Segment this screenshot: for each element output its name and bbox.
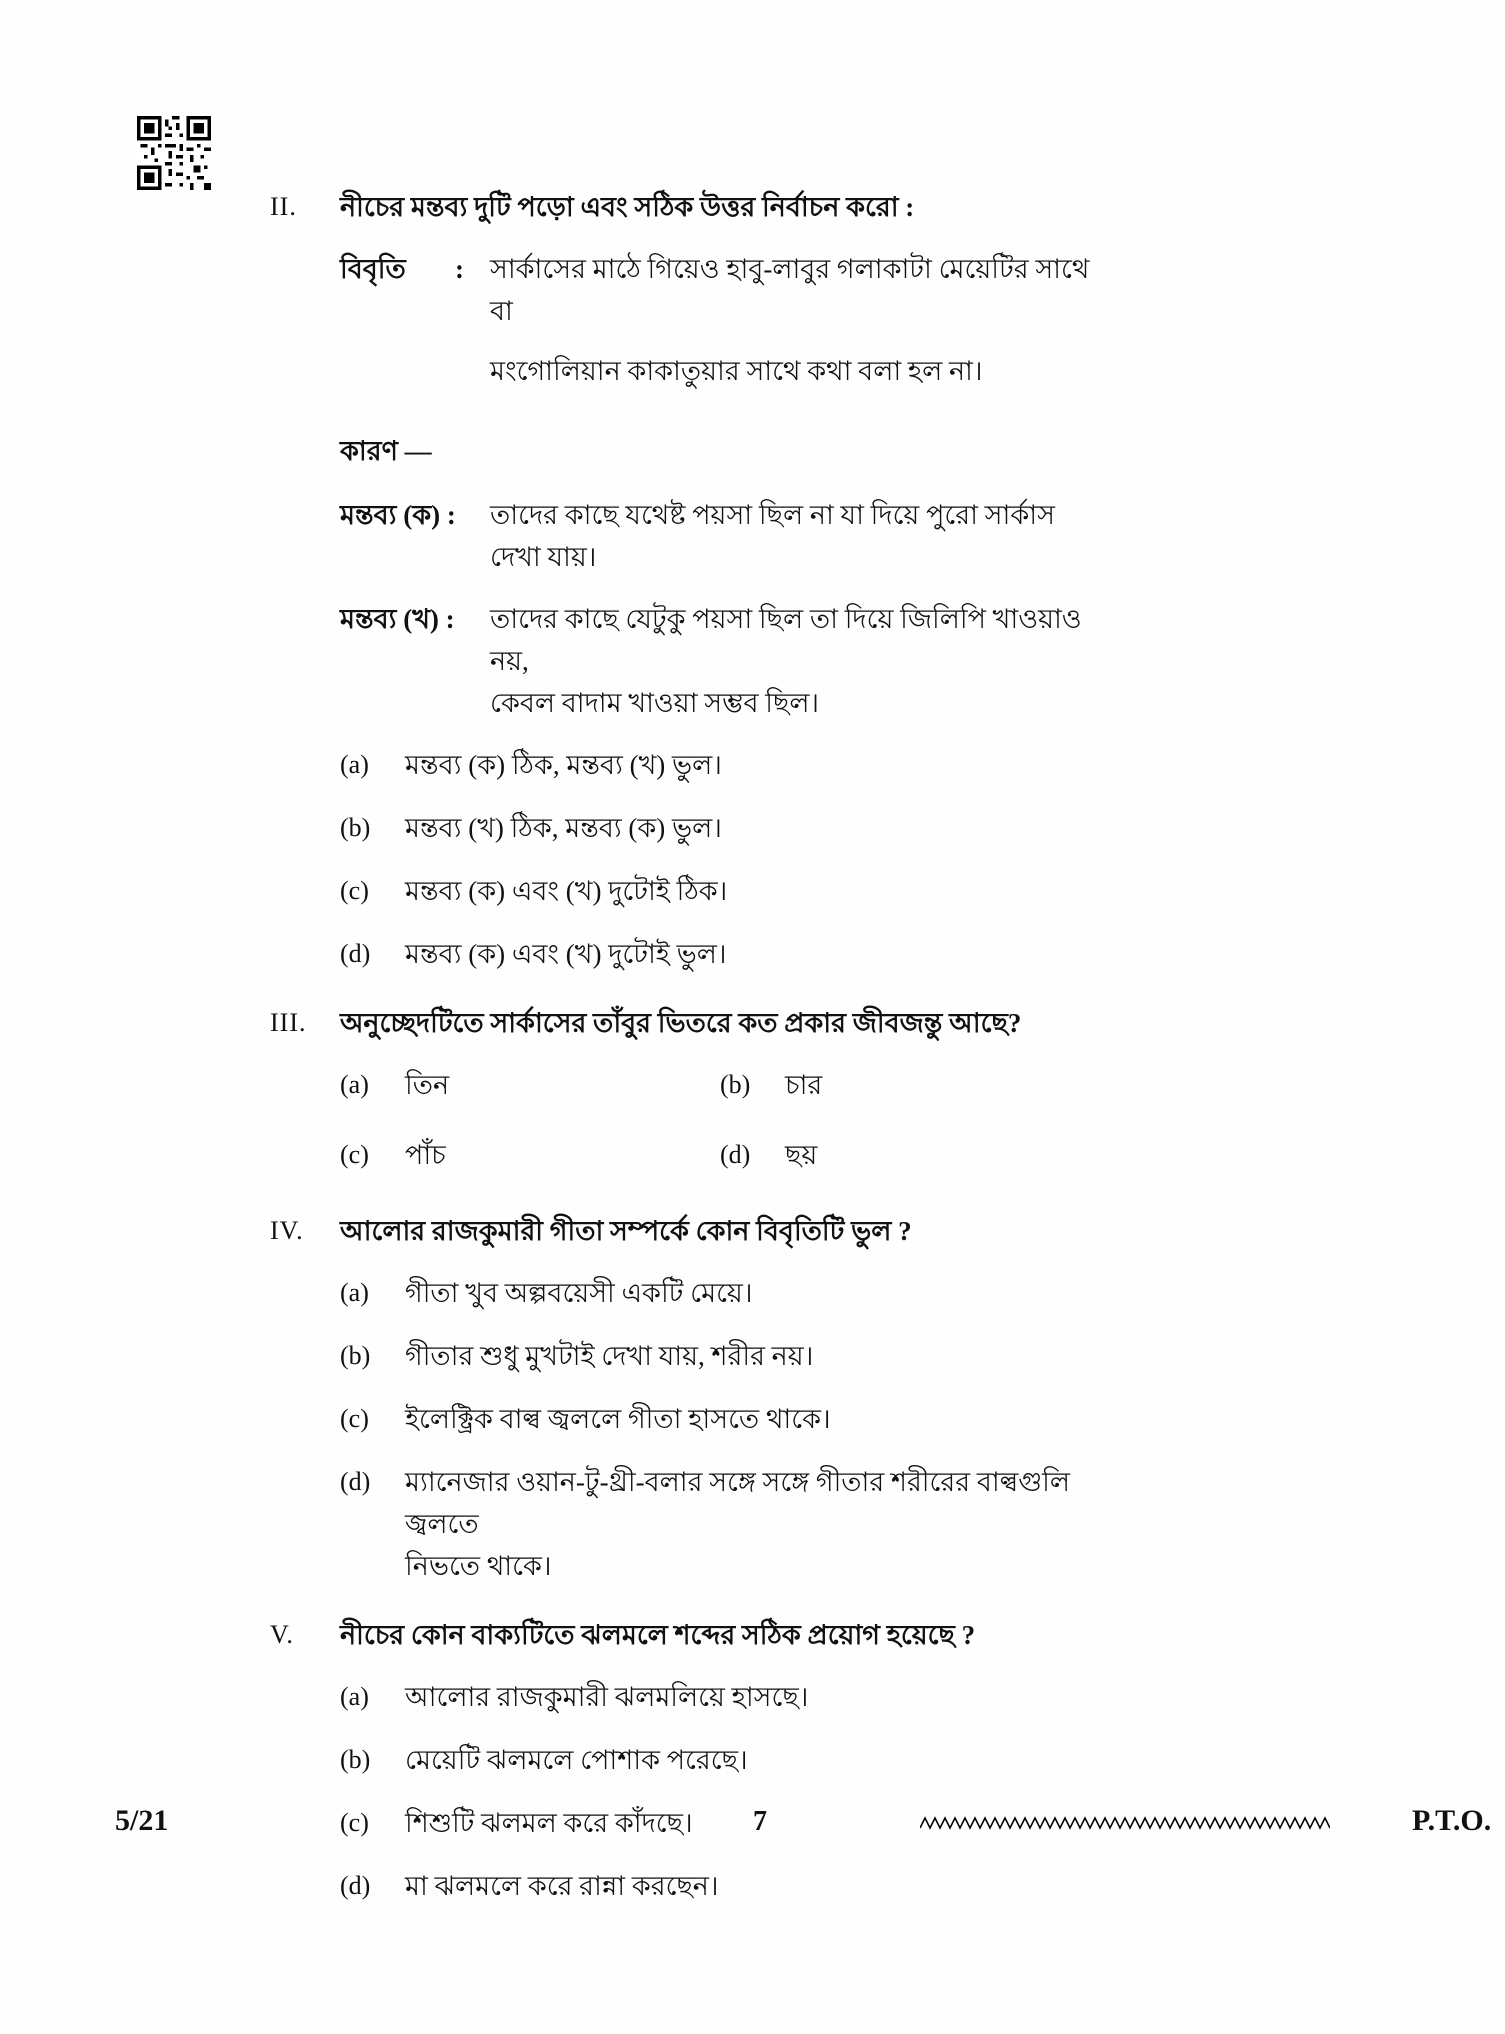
page-number: 7 — [753, 1806, 767, 1837]
comment-b-block — [340, 598, 1100, 682]
option-text: মা ঝলমলে করে রান্না করছেন। — [405, 1871, 719, 1901]
squiggle-line-graphic — [920, 1812, 1330, 1836]
option-cell — [340, 1064, 720, 1106]
option-row — [340, 744, 1100, 786]
option-text: শিশুটি ঝলমল করে কাঁদছে। — [405, 1808, 693, 1838]
option-text: মেয়েটি ঝলমলে পোশাক পরেছে। — [405, 1745, 748, 1775]
paper-code: 5/21 — [115, 1804, 169, 1837]
comment-b-line-1: তাদের কাছে যেটুকু পয়সা ছিল তা দিয়ে জিলিপি খাওয়াও নয়, — [490, 604, 1082, 676]
question-2-prompt: নীচের মন্তব্য দুটি পড়ো এবং সঠিক উত্তর নির্বাচন করো : — [340, 192, 915, 222]
option-key: (c) — [340, 1404, 369, 1433]
question-4-prompt: আলোর রাজকুমারী গীতা সম্পর্কে কোন বিবৃতিটি ভুল ? — [340, 1216, 912, 1246]
option-row — [340, 1865, 1100, 1907]
question-4-number: IV. — [270, 1216, 304, 1245]
option-text: গীতা খুব অল্পবয়েসী একটি মেয়ে। — [405, 1278, 753, 1308]
option-text: ইলেক্ট্রিক বাল্ব জ্বললে গীতা হাসতে থাকে। — [405, 1404, 831, 1434]
option-key: (d) — [720, 1140, 751, 1169]
option-row — [340, 870, 1100, 912]
option-key: (a) — [340, 750, 369, 779]
option-key: (b) — [720, 1070, 751, 1099]
option-key: (b) — [340, 1745, 371, 1774]
comment-a-text: তাদের কাছে যথেষ্ট পয়সা ছিল না যা দিয়ে পুরো সার্কাস দেখা যায়। — [490, 500, 1055, 572]
statement-line-2: মংগোলিয়ান কাকাতুয়ার সাথে কথা বলা হল না। — [490, 356, 983, 386]
option-text: ছয় — [785, 1140, 818, 1170]
statement-label: বিবৃতি — [340, 254, 406, 284]
option-key: (c) — [340, 876, 369, 905]
option-row — [340, 1398, 1100, 1440]
question-area — [270, 186, 1100, 1928]
option-text: মন্তব্য (খ) ঠিক, মন্তব্য (ক) ভুল। — [405, 813, 722, 843]
option-key: (a) — [340, 1070, 369, 1099]
option-key: (c) — [340, 1140, 369, 1169]
option-text: পাঁচ — [405, 1140, 446, 1170]
option-text: আলোর রাজকুমারী ঝলমলিয়ে হাসছে। — [405, 1682, 809, 1712]
option-key: (a) — [340, 1682, 369, 1711]
pto-label: P.T.O. — [1412, 1804, 1492, 1837]
question-3 — [270, 1002, 1100, 1176]
option-text-line-1: ম্যানেজার ওয়ান-টু-থ্রী-বলার সঙ্গে সঙ্গে গীতার শরীরের বাল্বগুলি জ্বলতে — [405, 1467, 1071, 1539]
option-text: গীতার শুধু মুখটাই দেখা যায়, শরীর নয়। — [405, 1341, 814, 1371]
option-text: মন্তব্য (ক) এবং (খ) দুটোই ঠিক। — [405, 876, 728, 906]
comment-a-block — [340, 494, 1100, 578]
comment-b-label: মন্তব্য (খ) : — [340, 604, 455, 634]
option-grid-row — [340, 1134, 1100, 1176]
question-4 — [270, 1210, 1100, 1587]
option-key: (c) — [340, 1808, 369, 1837]
reason-label: কারণ — — [340, 436, 432, 466]
option-cell — [720, 1064, 1100, 1106]
squiggle-divider — [920, 1812, 1330, 1841]
option-row — [340, 807, 1100, 849]
option-text: মন্তব্য (ক) এবং (খ) দুটোই ভুল। — [405, 939, 727, 969]
option-text: মন্তব্য (ক) ঠিক, মন্তব্য (খ) ভুল। — [405, 750, 722, 780]
option-row — [340, 1335, 1100, 1377]
option-key: (d) — [340, 1467, 371, 1496]
option-row — [340, 1676, 1100, 1718]
option-row — [340, 1739, 1100, 1781]
question-2 — [270, 186, 1100, 975]
option-row — [340, 933, 1100, 975]
question-2-number: II. — [270, 192, 297, 221]
question-3-prompt: অনুচ্ছেদটিতে সার্কাসের তাঁবুর ভিতরে কত প্রকার জীবজন্তু আছে? — [340, 1008, 1022, 1038]
option-row — [340, 1272, 1100, 1314]
option-key: (b) — [340, 1341, 371, 1370]
qr-code — [137, 116, 211, 190]
option-grid-row — [340, 1064, 1100, 1106]
question-5 — [270, 1614, 1100, 1907]
option-text: তিন — [405, 1070, 450, 1100]
question-5-prompt: নীচের কোন বাক্যটিতে ঝলমলে শব্দের সঠিক প্রয়োগ হয়েছে ? — [340, 1620, 976, 1650]
question-5-number: V. — [270, 1620, 294, 1649]
option-cell — [340, 1134, 720, 1176]
qr-code-graphic — [137, 116, 211, 190]
comment-b-line-2: কেবল বাদাম খাওয়া সম্ভব ছিল। — [490, 688, 820, 718]
option-cell — [720, 1134, 1100, 1176]
option-key: (d) — [340, 939, 371, 968]
option-key: (a) — [340, 1278, 369, 1307]
option-key: (b) — [340, 813, 371, 842]
statement-block — [340, 248, 1100, 410]
option-row — [340, 1461, 1100, 1545]
option-text: চার — [785, 1070, 823, 1100]
question-3-number: III. — [270, 1008, 307, 1037]
option-text-line-2: নিভতে থাকে। — [405, 1551, 552, 1581]
statement-text — [490, 248, 1100, 410]
statement-line-1: সার্কাসের মাঠে গিয়েও হাবু-লাবুর গলাকাটা মেয়েটির সাথে বা — [490, 254, 1090, 326]
comment-a-label: মন্তব্য (ক) : — [340, 500, 456, 530]
statement-colon: : — [455, 254, 464, 284]
option-key: (d) — [340, 1871, 371, 1900]
